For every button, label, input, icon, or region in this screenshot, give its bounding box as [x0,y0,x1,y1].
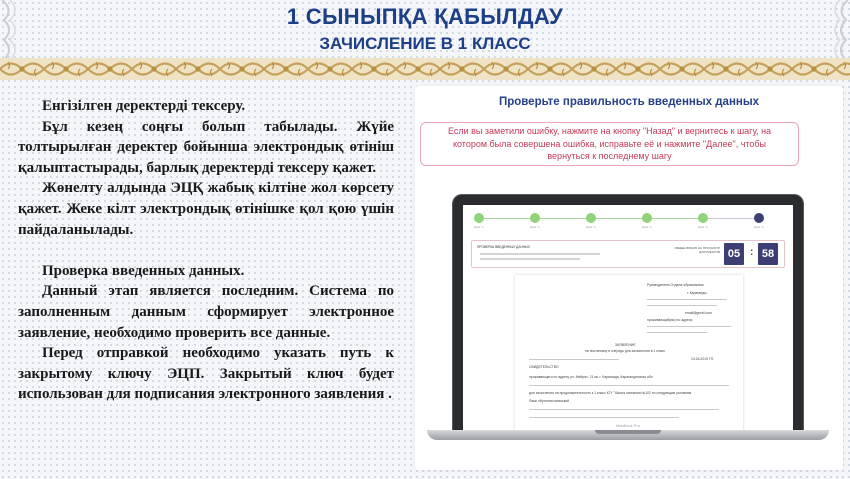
step-label: ШАГ 2 [530,225,540,229]
step-label: ШАГ 6 [754,225,764,229]
step-label: ШАГ 1 [474,225,484,229]
step-progress [471,213,785,235]
page-title-ru: ЗАЧИСЛЕНИЕ В 1 КЛАСС [319,34,531,53]
step-2-check-icon [530,213,540,223]
timer-seconds: 58 [758,243,778,265]
laptop-screen [452,194,804,432]
laptop-brand: MacBook Pro [615,423,640,428]
laptop-notch [595,430,661,434]
kz-paragraph-1: Бұл кезең соңғы болып табылады. Жүйе толтырылған деректер бойынша электрондық өтініш қалыптастырады, барлық деректерді тексеру қажет. [18,118,394,176]
doc-title: ЗАЯВЛЕНИЕ [615,343,636,347]
preview-panel [415,86,843,470]
timer-label: ОБЩЕЕ ВРЕМЯ НА ПРОСМОТР ДОКУМЕНТОВ [674,246,720,254]
step-label: ШАГ 3 [586,225,596,229]
doc-line: для зачисления на продолжительность к 1 класс КГУ "Школа гимназия №102 по следующим условиям [529,391,692,395]
error-notice [420,122,799,166]
panel-title: Проверьте правильность введенных данных [498,96,760,108]
timer-colon: : [750,247,754,258]
step-3-check-icon [586,213,596,223]
page-title-kz: 1 СЫНЫПҚА ҚАБЫЛДАУ [286,4,564,29]
timer-minutes: 05 [724,243,744,265]
verification-bar [471,240,785,268]
step-4-check-icon [642,213,652,223]
doc-date: 13.04.2019 ГП. [691,357,715,361]
ornament-band [0,58,850,80]
doc-line: Язык обучения казахский [529,399,569,403]
application-document [515,275,743,431]
doc-city: г. Караганды [687,291,707,295]
verification-title: ПРОВЕРКА ВВЕДЕННЫХ ДАННЫХ [477,245,531,249]
ru-paragraph-2: Перед отправкой необходимо указать путь к закрытому ключу ЭЦП. Закрытый ключ будет использован для подписания электронного заявления . [18,345,394,403]
doc-recipient: Руководителю Отдела образования [647,283,704,287]
kz-heading: Енгізілген деректерді тексеру. [42,98,246,114]
ru-paragraph-1: Данный этап является последним. Система по заполненным данным сформирует электронное заявление, необходимо проверить все данные. [18,283,394,341]
step-1-check-icon [474,213,484,223]
doc-address-label: проживающий(ая) по адресу: [647,318,694,322]
step-5-check-icon [698,213,708,223]
step-6-current-icon [754,213,764,223]
screen-content [463,205,793,431]
step-label: ШАГ 5 [698,225,708,229]
ru-heading: Проверка введенных данных. [42,262,245,279]
kz-paragraph-2: Жөнелту алдында ЭЦҚ жабық кілтіне жол көрсету қажет. Жеке кілт электрондық өтінішке қол қою үшін пайдаланылады. [18,180,394,238]
doc-certificate: СВИДЕТЕЛЬСТВО [529,365,559,369]
doc-subtitle: на постановку в очередь для зачисления в 1 класс [585,349,666,353]
step-label: ШАГ 4 [642,225,652,229]
doc-line: проживающего по адресу ул. Мейрих, 21 кв. г. Караганда, Карагандинская обл. [529,375,654,379]
doc-email: email@gmail.com [685,311,712,315]
notice-text: Если вы заметили ошибку, нажмите на кнопку "Назад" и вернитесь к шагу, на котором была совершена ошибка, исправьте её и нажмите "Далее", чтобы вернуться к последнему шагу [447,126,772,162]
description-text [18,96,394,405]
